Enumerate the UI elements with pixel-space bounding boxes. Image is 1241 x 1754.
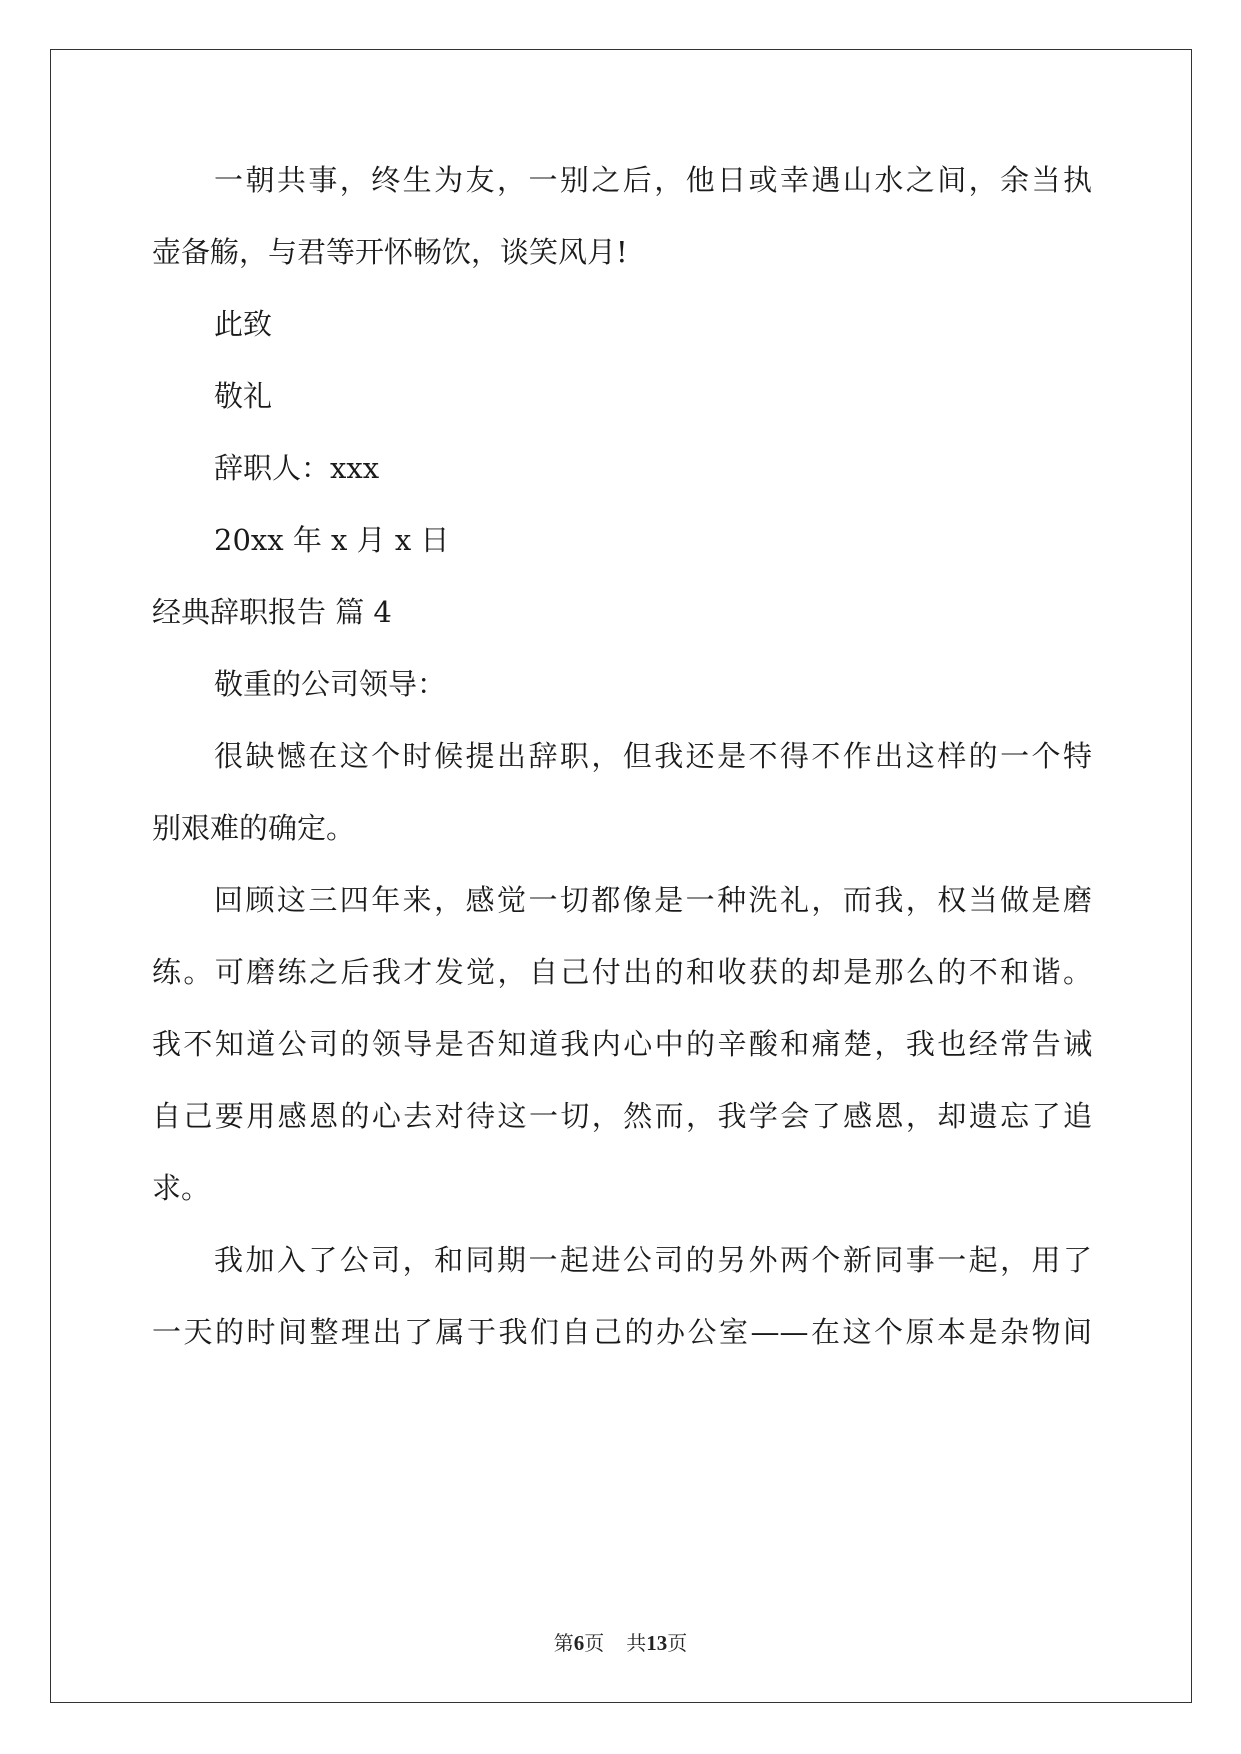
paragraph-line: 壶备觞，与君等开怀畅饮，谈笑风月! xyxy=(152,235,628,269)
page-number: 6 xyxy=(573,1631,585,1655)
paragraph-line: 很缺憾在这个时候提出辞职，但我还是不得不作出这样的一个特 xyxy=(214,739,1092,773)
paragraph-line: 练。可磨练之后我才发觉，自己付出的和收获的却是那么的不和谐。 xyxy=(152,955,1092,989)
paragraph-line: 回顾这三四年来，感觉一切都像是一种洗礼，而我，权当做是磨 xyxy=(214,883,1092,917)
page-prefix: 第 xyxy=(553,1631,574,1655)
salutation-line: 敬礼 xyxy=(214,379,273,413)
paragraph-line: 我加入了公司，和同期一起进公司的另外两个新同事一起，用了 xyxy=(214,1243,1092,1277)
page-footer xyxy=(0,1630,1241,1656)
page-border xyxy=(50,49,1192,1703)
paragraph-line: 一天的时间整理出了属于我们自己的办公室——在这个原本是杂物间 xyxy=(152,1315,1092,1349)
section-heading: 经典辞职报告 篇 4 xyxy=(152,595,392,629)
total-pages: 13 xyxy=(646,1631,668,1655)
total-prefix: 共 xyxy=(626,1631,647,1655)
signature-line: 辞职人：xxx xyxy=(214,451,380,485)
paragraph-line: 自己要用感恩的心去对待这一切，然而，我学会了感恩，却遗忘了追 xyxy=(152,1099,1092,1133)
paragraph-line: 求。 xyxy=(152,1171,211,1205)
total-unit: 页 xyxy=(667,1631,688,1655)
date-line: 20xx 年 x 月 x 日 xyxy=(214,523,450,557)
greeting-line: 敬重的公司领导： xyxy=(214,667,447,701)
paragraph-line: 别艰难的确定。 xyxy=(152,811,356,845)
page-unit: 页 xyxy=(584,1631,605,1655)
closing-line: 此致 xyxy=(214,307,273,341)
paragraph-line: 一朝共事，终生为友，一别之后，他日或幸遇山水之间，余当执 xyxy=(214,163,1092,197)
paragraph-line: 我不知道公司的领导是否知道我内心中的辛酸和痛楚，我也经常告诫 xyxy=(152,1027,1092,1061)
